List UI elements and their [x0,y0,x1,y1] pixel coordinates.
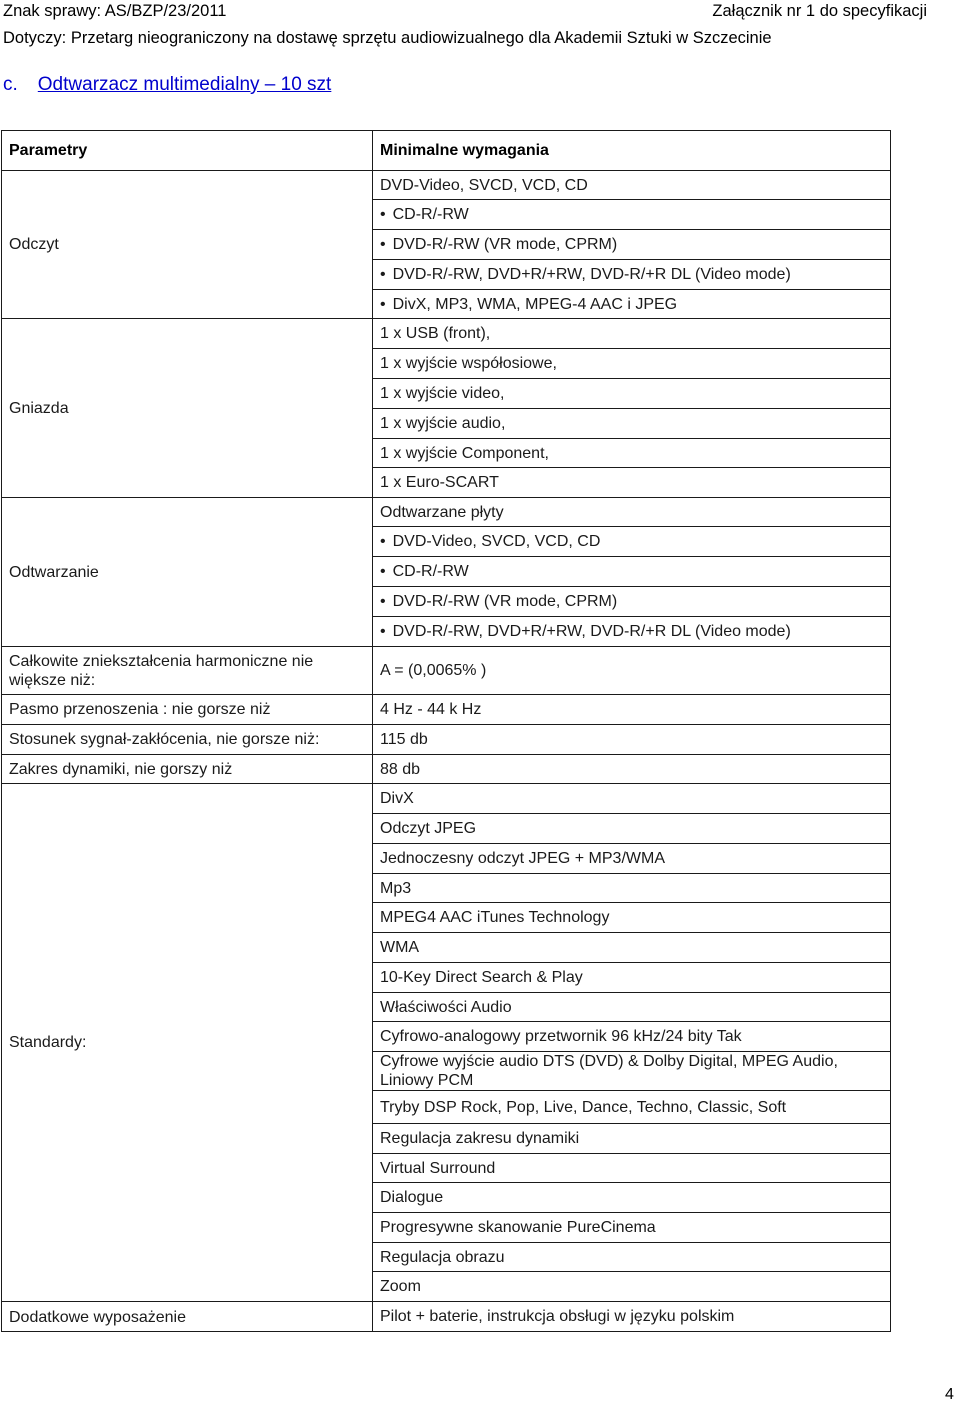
param-label-pasmo-przenoszenia-nie-gorsze-: Pasmo przenoszenia : nie gorsze niż [2,695,373,725]
requirement-text: Dialogue [380,1189,444,1206]
param-label-stosunek-sygnal-zaklocenia-nie: Stosunek sygnał-zakłócenia, nie gorsze niż: [2,725,373,755]
table-row [2,755,891,784]
requirement-text: DVD-Video, SVCD, VCD, CD [380,176,588,194]
param-label-gniazda: Gniazda [2,319,373,498]
bullet-item: • DVD-Video, SVCD, VCD, CD [380,533,600,550]
requirement-text: WMA [380,939,420,956]
table-row [2,784,891,814]
requirement-cell [373,695,891,725]
table-row [2,647,891,695]
requirement-text: Regulacja obrazu [380,1248,505,1266]
requirement-text: 1 x Euro-SCART [380,474,499,491]
table-row [2,1302,891,1332]
requirement-cell [373,587,891,617]
bullet-item: • CD-R/-RW [380,563,469,580]
requirement-cell [373,1302,891,1332]
requirement-cell [373,874,891,903]
requirement-cell [373,903,891,933]
requirement-cell [373,755,891,784]
param-label-dodatkowe-wyposazenie: Dodatkowe wyposażenie [2,1302,373,1332]
table-row [2,725,891,755]
requirement-cell [373,557,891,587]
requirement-cell [373,1272,891,1302]
requirement-cell [373,617,891,647]
requirement-cell [373,439,891,468]
requirement-text: Cyfrowo-analogowy przetwornik 96 kHz/24 bity Tak [380,1028,742,1045]
requirement-text: 4 Hz - 44 k Hz [380,701,482,718]
requirement-text: Zoom [380,1278,421,1295]
requirement-cell [373,725,891,755]
requirement-text: 1 x wyjście audio, [380,415,506,432]
bullet-item: • DVD-R/-RW (VR mode, CPRM) [380,236,617,253]
param-label-standardy: Standardy: [2,784,373,1302]
requirement-cell [373,319,891,349]
table-row [2,498,891,527]
bullet-item: • DVD-R/-RW, DVD+R/+RW, DVD-R/+R DL (Video mode) [380,266,791,283]
requirement-cell [373,647,891,695]
requirement-cell [373,200,891,230]
requirement-cell [373,1183,891,1213]
requirement-text: MPEG4 AAC iTunes Technology [380,909,610,926]
table-row [2,695,891,725]
requirement-text: 1 x wyjście video, [380,385,505,402]
requirement-text: 88 db [380,760,421,778]
requirement-cell [373,498,891,527]
header-minimalne-wymagania: Minimalne wymagania [373,131,891,171]
section-heading [3,73,331,97]
requirement-cell [373,1213,891,1243]
requirement-cell [373,171,891,200]
case-reference: Znak sprawy: AS/BZP/23/2011 [3,2,227,20]
requirement-cell [373,993,891,1022]
requirement-text: Tryby DSP Rock, Pop, Live, Dance, Techno, Classic, Soft [380,1098,787,1116]
param-label-zakres-dynamiki-nie-gorszy-niz: Zakres dynamiki, nie gorszy niż [2,755,373,784]
requirement-cell [373,290,891,319]
tender-subject: Dotyczy: Przetarg nieograniczony na dostawę sprzętu audiowizualnego dla Akademii Sztuki w Szczecinie [3,29,772,47]
table-row [2,171,891,200]
requirement-cell [373,1154,891,1183]
requirement-text: 1 x wyjście Component, [380,444,549,462]
requirement-cell [373,527,891,557]
section-title: Odtwarzacz multimedialny – 10 szt [37,74,332,95]
requirement-cell [373,1091,891,1124]
requirement-text: Cyfrowe wyjście audio DTS (DVD) & Dolby Digital, MPEG Audio, Liniowy PCM [380,1053,838,1089]
requirement-cell [373,409,891,439]
requirement-cell [373,260,891,290]
requirement-text: Mp3 [380,879,412,897]
requirement-text: A = (0,0065% ) [380,662,487,679]
requirement-text: 115 db [380,731,428,748]
param-label-odczyt: Odczyt [2,171,373,319]
requirement-cell [373,349,891,379]
param-label-calkowite-znieksztalcenia-harm: Całkowite zniekształcenia harmoniczne nie większe niż: [2,647,373,695]
requirement-cell [373,1022,891,1052]
spec-table [1,130,891,1332]
requirement-cell [373,1124,891,1154]
requirement-text: Regulacja zakresu dynamiki [380,1130,580,1147]
requirement-cell [373,844,891,874]
requirement-text: 1 x wyjście współosiowe, [380,355,557,372]
requirement-cell [373,933,891,963]
requirement-text: Virtual Surround [380,1159,496,1177]
requirement-text: Pilot + baterie, instrukcja obsługi w języku polskim [380,1308,735,1325]
requirement-cell [373,1243,891,1272]
requirement-text: 1 x USB (front), [380,325,491,342]
requirement-text: DivX [380,790,414,807]
requirement-text: Odczyt JPEG [380,820,477,837]
bullet-item: • DVD-R/-RW (VR mode, CPRM) [380,593,617,610]
requirement-cell [373,784,891,814]
bullet-item: • CD-R/-RW [380,206,469,223]
attachment-label: Załącznik nr 1 do specyfikacji [712,2,927,20]
requirement-cell [373,468,891,498]
section-marker: c. [3,74,18,95]
requirement-cell [373,814,891,844]
requirement-text: Progresywne skanowanie PureCinema [380,1219,656,1236]
requirement-text: Odtwarzane płyty [380,503,504,521]
requirement-cell [373,379,891,409]
requirement-cell [373,1052,891,1091]
page-number: 4 [945,1386,954,1403]
param-label-odtwarzanie: Odtwarzanie [2,498,373,647]
header-parametry: Parametry [2,131,373,171]
bullet-item: • DVD-R/-RW, DVD+R/+RW, DVD-R/+R DL (Video mode) [380,623,791,640]
requirement-text: 10-Key Direct Search & Play [380,969,583,986]
requirement-text: Właściwości Audio [380,998,512,1016]
table-row [2,319,891,349]
bullet-item: • DivX, MP3, WMA, MPEG-4 AAC i JPEG [380,296,677,313]
table-header-row [2,131,891,171]
requirement-cell [373,230,891,260]
requirement-cell [373,963,891,993]
requirement-text: Jednoczesny odczyt JPEG + MP3/WMA [380,850,665,867]
